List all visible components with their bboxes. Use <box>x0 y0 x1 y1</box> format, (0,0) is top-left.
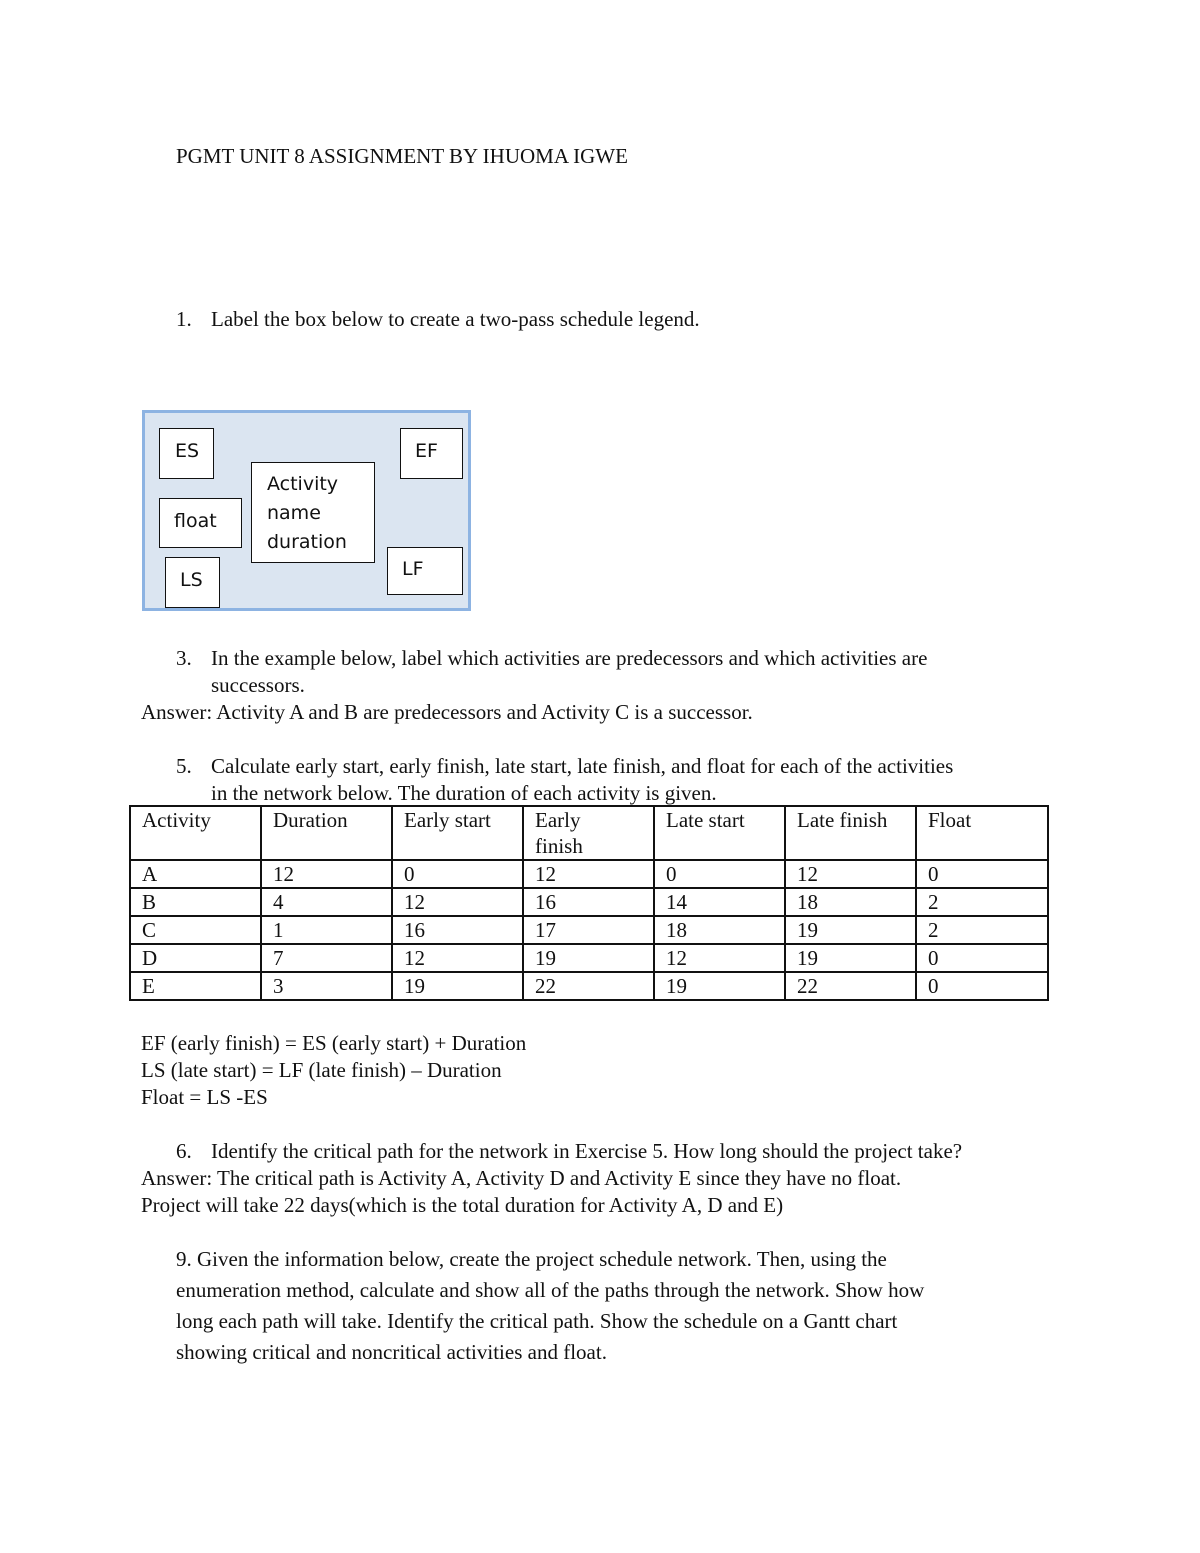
header-early-start: Early start <box>392 806 523 860</box>
q6-text: Identify the critical path for the network in Exercise 5. How long should the project take? <box>211 1139 963 1163</box>
q6-answer-line2: Project will take 22 days(which is the total duration for Activity A, D and E) <box>141 1193 784 1217</box>
table-cell: 0 <box>654 860 785 888</box>
table-cell: 16 <box>392 916 523 944</box>
table-cell: 7 <box>261 944 392 972</box>
table-cell: 1 <box>261 916 392 944</box>
table-cell: 19 <box>392 972 523 1000</box>
table-cell: 0 <box>916 972 1048 1000</box>
legend-ef-box <box>400 428 463 479</box>
legend-ls-label: LS <box>180 569 203 591</box>
table-cell: 12 <box>261 860 392 888</box>
q3-number: 3. <box>176 646 192 670</box>
table-cell: A <box>130 860 261 888</box>
legend-ls-box <box>165 557 220 608</box>
legend-ef-label: EF <box>415 440 438 462</box>
legend-es-label: ES <box>175 440 200 462</box>
q3-text-line1: In the example below, label which activities are predecessors and which activities are <box>211 646 928 670</box>
legend-activity-line3: duration <box>267 531 347 553</box>
legend-es-box <box>159 428 214 479</box>
formula-ls: LS (late start) = LF (late finish) – Duration <box>141 1058 502 1082</box>
q3-text-line2: successors. <box>211 673 305 697</box>
header-late-finish: Late finish <box>785 806 916 860</box>
table-cell: 19 <box>785 916 916 944</box>
table-row <box>130 972 1048 1000</box>
table-cell: 22 <box>785 972 916 1000</box>
q9-line2: enumeration method, calculate and show all of the paths through the network. Show how <box>176 1278 925 1302</box>
legend-lf-box <box>387 547 463 595</box>
table-cell: 2 <box>916 916 1048 944</box>
header-duration: Duration <box>261 806 392 860</box>
q1-text: Label the box below to create a two-pass schedule legend. <box>211 307 700 331</box>
q5-text-line1: Calculate early start, early finish, late start, late finish, and float for each of the activities <box>211 754 954 778</box>
q5-text-line2: in the network below. The duration of each activity is given. <box>211 781 717 805</box>
legend-float-label: float <box>174 510 217 532</box>
q3-answer: Answer: Activity A and B are predecessors and Activity C is a successor. <box>141 700 753 724</box>
table-cell: B <box>130 888 261 916</box>
table-cell: 17 <box>523 916 654 944</box>
header-float: Float <box>916 806 1048 860</box>
table-cell: 12 <box>392 888 523 916</box>
formula-float: Float = LS -ES <box>141 1085 268 1109</box>
table-row <box>130 916 1048 944</box>
table-cell: 19 <box>654 972 785 1000</box>
q6-answer-line1: Answer: The critical path is Activity A, Activity D and Activity E since they have no float. <box>141 1166 902 1190</box>
table-cell: 3 <box>261 972 392 1000</box>
table-cell: D <box>130 944 261 972</box>
table-header-row <box>130 806 1048 860</box>
header-activity: Activity <box>130 806 261 860</box>
q9-line4: showing critical and noncritical activities and float. <box>176 1340 607 1364</box>
header-late-start: Late start <box>654 806 785 860</box>
table-cell: E <box>130 972 261 1000</box>
table-cell: 12 <box>785 860 916 888</box>
table-cell: 14 <box>654 888 785 916</box>
table-cell: 4 <box>261 888 392 916</box>
legend-float-box <box>159 498 242 548</box>
table-cell: 0 <box>916 860 1048 888</box>
q5-number: 5. <box>176 754 192 778</box>
table-cell: 0 <box>392 860 523 888</box>
q9-line1: 9. Given the information below, create the project schedule network. Then, using the <box>176 1247 887 1271</box>
schedule-table <box>129 805 1049 1001</box>
q1-number: 1. <box>176 307 192 331</box>
header-early-finish: Early finish <box>523 806 654 860</box>
table-cell: 12 <box>654 944 785 972</box>
legend-lf-label: LF <box>402 558 424 580</box>
table-cell: 18 <box>654 916 785 944</box>
page-title: PGMT UNIT 8 ASSIGNMENT BY IHUOMA IGWE <box>176 144 628 168</box>
table-cell: 19 <box>785 944 916 972</box>
table-cell: 16 <box>523 888 654 916</box>
q9-line3: long each path will take. Identify the critical path. Show the schedule on a Gantt chart <box>176 1309 898 1333</box>
table-cell: 12 <box>523 860 654 888</box>
schedule-legend <box>142 410 471 611</box>
table-cell: 19 <box>523 944 654 972</box>
formula-ef: EF (early finish) = ES (early start) + Duration <box>141 1031 527 1055</box>
legend-activity-line2: name <box>267 502 321 524</box>
table-row <box>130 860 1048 888</box>
table-cell: 12 <box>392 944 523 972</box>
table-cell: 0 <box>916 944 1048 972</box>
table-cell: 2 <box>916 888 1048 916</box>
table-row <box>130 888 1048 916</box>
table-cell: C <box>130 916 261 944</box>
table-cell: 22 <box>523 972 654 1000</box>
table-cell: 18 <box>785 888 916 916</box>
q6-number: 6. <box>176 1139 192 1163</box>
table-row <box>130 944 1048 972</box>
legend-activity-line1: Activity <box>267 473 339 495</box>
legend-activity-box <box>251 462 375 563</box>
